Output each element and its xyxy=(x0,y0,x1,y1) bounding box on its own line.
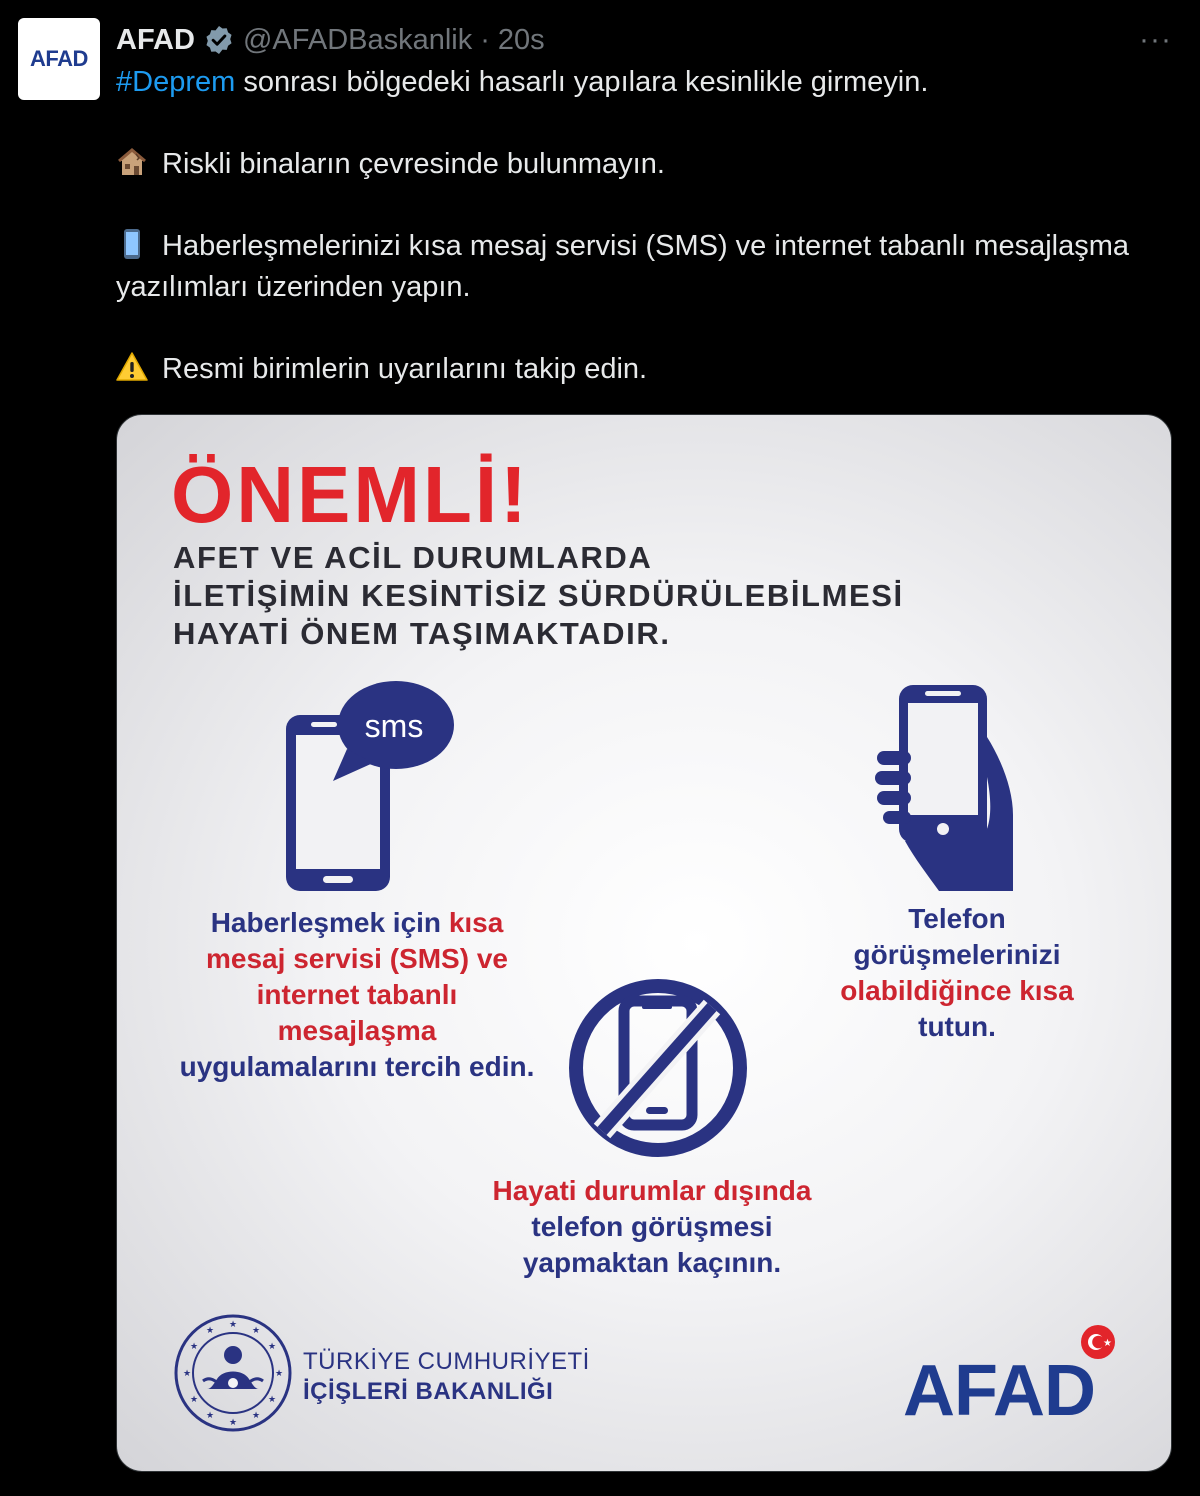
tweet-text xyxy=(116,62,1176,390)
ministry-name-line-1: TÜRKİYE CUMHURİYETİ xyxy=(303,1348,590,1375)
infographic-subtitle-line-3: HAYATİ ÖNEM TAŞIMAKTADIR. xyxy=(173,616,671,651)
svg-text:★: ★ xyxy=(189,1395,199,1405)
svg-text:★: ★ xyxy=(274,1369,284,1379)
svg-text:★: ★ xyxy=(251,1326,261,1336)
sms-bubble-label: sms xyxy=(364,708,424,744)
sms-advice-text xyxy=(177,905,537,1085)
derelict-house-emoji xyxy=(116,146,148,178)
infographic-subtitle-line-2: İLETİŞİMİN KESİNTİSİZ SÜRDÜRÜLEBİLMESİ xyxy=(173,578,904,613)
svg-text:★: ★ xyxy=(267,1342,277,1352)
ministry-seal-logo xyxy=(173,1313,293,1433)
mobile-phone-emoji xyxy=(116,228,148,260)
svg-text:★: ★ xyxy=(205,1326,215,1336)
display-name[interactable]: AFAD xyxy=(116,23,195,56)
avatar[interactable] xyxy=(18,18,100,100)
svg-text:★: ★ xyxy=(205,1411,215,1421)
tweet-line-4-text: Resmi birimlerin uyarılarını takip edin. xyxy=(162,353,648,385)
handle[interactable]: @AFADBaskanlik xyxy=(242,23,473,56)
svg-text:★: ★ xyxy=(228,1418,238,1428)
more-options-button[interactable]: ··· xyxy=(1139,23,1172,56)
tweet-header xyxy=(116,20,545,60)
tweet-line-1 xyxy=(116,62,1176,103)
header-separator: · xyxy=(480,23,490,56)
avoid-calls-part-2: telefon görüşmesi yapmaktan kaçının. xyxy=(522,1211,782,1278)
tweet-line-3 xyxy=(116,226,1176,308)
no-phone-calls-icon xyxy=(564,975,752,1161)
call-short-highlight: olabildiğince kısa xyxy=(840,975,1074,1006)
tweet-line-1-text: sonrası bölgedeki hasarlı yapılara kesinlikle girmeyin. xyxy=(235,66,929,98)
tweet-line-2 xyxy=(116,144,1176,185)
svg-text:★: ★ xyxy=(1103,1338,1112,1349)
avoid-calls-highlight: Hayati durumlar dışında xyxy=(492,1175,812,1206)
call-short-part-1: Telefon görüşmelerinizi xyxy=(853,903,1061,970)
svg-text:★: ★ xyxy=(251,1411,261,1421)
avoid-calls-text xyxy=(457,1173,847,1281)
timestamp[interactable]: 20s xyxy=(497,23,545,56)
hand-phone-icon xyxy=(875,681,1025,895)
sms-advice-highlight: kısa mesaj servisi (SMS) ve internet tabanlı mesajlaşma xyxy=(206,907,508,1046)
infographic-image[interactable] xyxy=(116,414,1172,1472)
ministry-name-line-2: İÇİŞLERİ BAKANLIĞI xyxy=(303,1378,554,1405)
afad-logo: AFAD xyxy=(903,1351,1095,1431)
tweet-line-2-text: Riskli binaların çevresinde bulunmayın. xyxy=(162,148,665,180)
sms-advice-part-3: uygulamalarını tercih edin. xyxy=(179,1051,535,1082)
svg-text:★: ★ xyxy=(189,1342,199,1352)
infographic-subtitle-line-1: AFET VE ACİL DURUMLARDA xyxy=(173,540,653,575)
avatar-logo-text: AFAD xyxy=(30,46,88,71)
hashtag-link[interactable]: #Deprem xyxy=(116,66,236,98)
svg-text:★: ★ xyxy=(182,1369,192,1379)
sms-phone-icon xyxy=(281,677,461,897)
tweet-line-4 xyxy=(116,349,1176,390)
warning-emoji xyxy=(116,351,148,383)
infographic-title: ÖNEMLİ! xyxy=(171,450,530,539)
call-short-part-3: tutun. xyxy=(918,1011,996,1042)
svg-text:★: ★ xyxy=(228,1320,238,1330)
svg-text:★: ★ xyxy=(267,1395,277,1405)
tweet-line-3-text: Haberleşmelerinizi kısa mesaj servisi (SMS) ve internet tabanlı mesajlaşma yazılımları üzerinden yapın. xyxy=(116,230,1129,303)
sms-advice-part-1: Haberleşmek için xyxy=(210,907,449,938)
call-short-advice-text xyxy=(817,901,1097,1045)
verified-badge-icon[interactable] xyxy=(203,24,235,56)
